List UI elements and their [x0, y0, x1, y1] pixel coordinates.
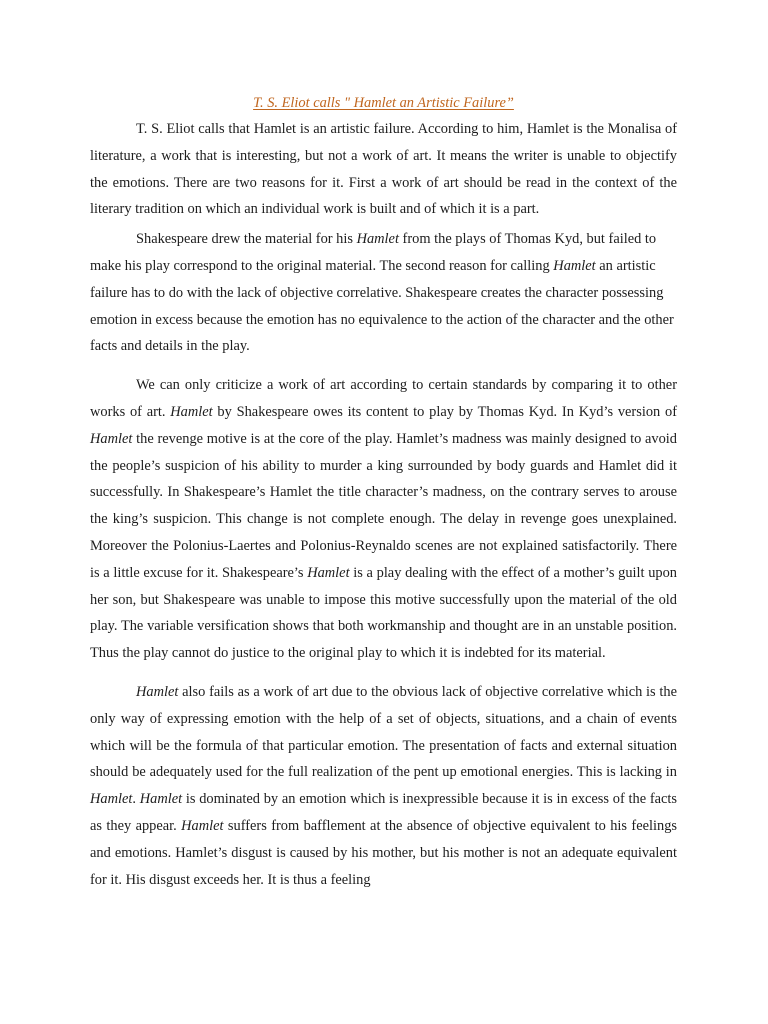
document-page: [90, 93, 677, 893]
text-run: the revenge motive is at the core of the play. Hamlet’s madness was mainly designed to avoid the people’s suspicion of his ability to murder a king surrounded by body guards and Hamlet did it successfully. In Shakespeare’s Hamlet the title character’s madness, on the contrary serves to arouse the king’s suspicion. This change is not complete enough. The delay in revenge goes unexplained. Moreover the Polonius-Laertes and Polonius-Reynaldo scenes are not explained satisfactorily. There is a little excuse for it. Shakespeare’s: [90, 430, 677, 581]
italic-title-run: Hamlet: [90, 430, 133, 447]
text-run: suffers from bafflement at the absence of objective equivalent to his feelings and emotions. Hamlet’s disgust is caused by his mother, but his mother is not an adequate equivalent for it. His disgust exceeds her. It is thus a feeling: [90, 817, 677, 888]
italic-title-run: Hamlet: [136, 683, 179, 700]
text-run: is a play dealing with the effect of a mother’s guilt upon her son, but Shakespeare was unable to impose this motive successfully upon the material of the old play. The variable versification shows that both workmanship and thought are in an unstable position. Thus the play cannot do justice to the original play to which it is indebted for its material.: [90, 564, 677, 662]
text-run: an artistic failure has to do with the lack of objective correlative. Shakespeare creates the character possessing emotion in excess because the emotion has no equivalence to the action of the character and the other facts and details in the play.: [90, 257, 674, 355]
paragraph: [90, 116, 677, 223]
paragraph: [90, 679, 677, 893]
italic-title-run: Hamlet: [307, 564, 350, 581]
italic-title-run: Hamlet: [356, 231, 399, 248]
italic-title-run: Hamlet: [139, 791, 183, 808]
text-run: is dominated by an emotion which is inexpressible because it is in excess of the facts as they appear.: [90, 791, 677, 834]
italic-title-run: Hamlet: [90, 791, 133, 808]
text-run: .: [132, 791, 140, 808]
italic-title-run: Hamlet: [553, 257, 596, 274]
text-run: T. S. Eliot calls that Hamlet is an artistic failure. According to him, Hamlet is the Monalisa of literature, a work that is interesting, but not a work of art. It means the writer is unable to objectify the emotions. There are two reasons for it. First a work of art should be read in the context of the literary tradition on which an individual work is built and of which it is a part.: [90, 121, 677, 218]
paragraph: [90, 372, 677, 667]
italic-title-run: Hamlet: [170, 403, 213, 420]
paragraph: [90, 226, 677, 360]
text-run: Shakespeare drew the material for his: [136, 231, 357, 248]
document-title: T. S. Eliot calls " Hamlet an Artistic Failure”: [253, 95, 514, 111]
text-run: We can only criticize a work of art according to certain standards by comparing it to other works of art.: [90, 377, 677, 420]
text-run: from the plays of Thomas Kyd, but failed to make his play correspond to the original material. The second reason for calling: [90, 231, 657, 274]
italic-title-run: Hamlet: [181, 817, 224, 834]
text-run: also fails as a work of art due to the obvious lack of objective correlative which is the only way of expressing emotion with the help of a set of objects, situations, and a chain of events which will be the formula of that particular emotion. The presentation of facts and external situation should be adequately used for the full realization of the pent up emotional energies. This is lacking in: [90, 683, 677, 781]
text-run: by Shakespeare owes its content to play by Thomas Kyd. In Kyd’s version of: [212, 403, 677, 420]
